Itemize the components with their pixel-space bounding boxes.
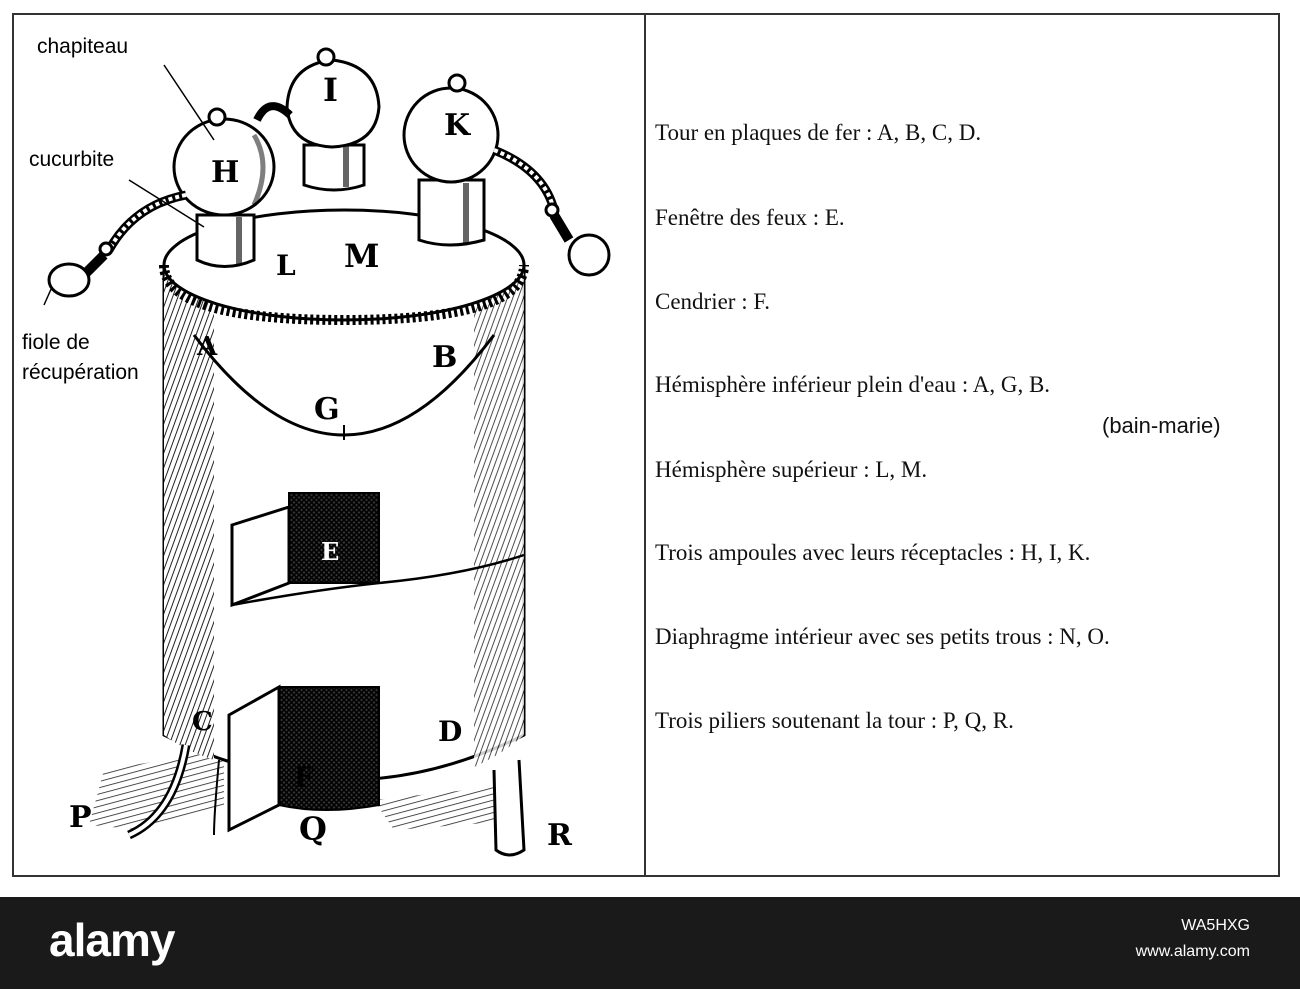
letter-q: Q: [299, 810, 327, 848]
letter-r: R: [547, 818, 572, 853]
athanor-illustration: [14, 15, 642, 875]
chapiteau-label: chapiteau: [37, 35, 129, 58]
letter-i: I: [323, 71, 338, 109]
site-url: www.alamy.com: [1135, 943, 1250, 960]
chapiteau-leader: [164, 65, 214, 140]
legend-item-diaphragm: Diaphragme intérieur avec ses petits trous : N, O.: [655, 624, 1110, 649]
cucurbite-label: cucurbite: [29, 148, 115, 171]
letter-g: G: [314, 392, 340, 427]
legend-item-pillars: Trois piliers soutenant la tour : P, Q, R.: [655, 708, 1014, 733]
fiole-label-line1: fiole de: [22, 331, 90, 354]
letter-b: B: [432, 340, 458, 375]
legend-item-fire-window: Fenêtre des feux : E.: [655, 205, 845, 230]
fiole-label-line2: récupération: [22, 361, 139, 384]
legend-item-ash-pit: Cendrier : F.: [655, 289, 771, 314]
letter-l: L: [276, 249, 296, 282]
legend-note-bain-marie: (bain-marie): [1102, 413, 1221, 438]
legend-item-ampoules: Trois ampoules avec leurs réceptacles : H, I, K.: [655, 540, 1091, 565]
ash-door: [229, 687, 379, 830]
brand-logo: alamy: [49, 914, 175, 966]
image-id: WA5HXG: [1181, 917, 1250, 934]
letter-m: M: [344, 237, 380, 275]
legend-item-tower: Tour en plaques de fer : A, B, C, D.: [655, 120, 982, 145]
letter-p: P: [69, 800, 92, 835]
legend-item-upper-hemisphere: Hémisphère supérieur : L, M.: [655, 457, 928, 482]
receiving-flask-left: [49, 243, 112, 296]
receptacle-k: [404, 75, 498, 245]
letter-a: A: [197, 332, 218, 362]
receiving-flask-right: [546, 204, 609, 275]
letter-k: K: [444, 108, 471, 143]
legend-item-lower-hemisphere: Hémisphère inférieur plein d'eau : A, G, B.: [655, 372, 1051, 397]
column-divider: [644, 13, 646, 877]
letter-h: H: [211, 155, 240, 190]
letter-f: F: [294, 761, 314, 794]
watermark-footer: [0, 897, 1300, 989]
fiole-leader: [44, 287, 52, 305]
letter-c: C: [192, 707, 213, 737]
letter-d: D: [438, 715, 463, 748]
letter-e: E: [321, 537, 340, 566]
